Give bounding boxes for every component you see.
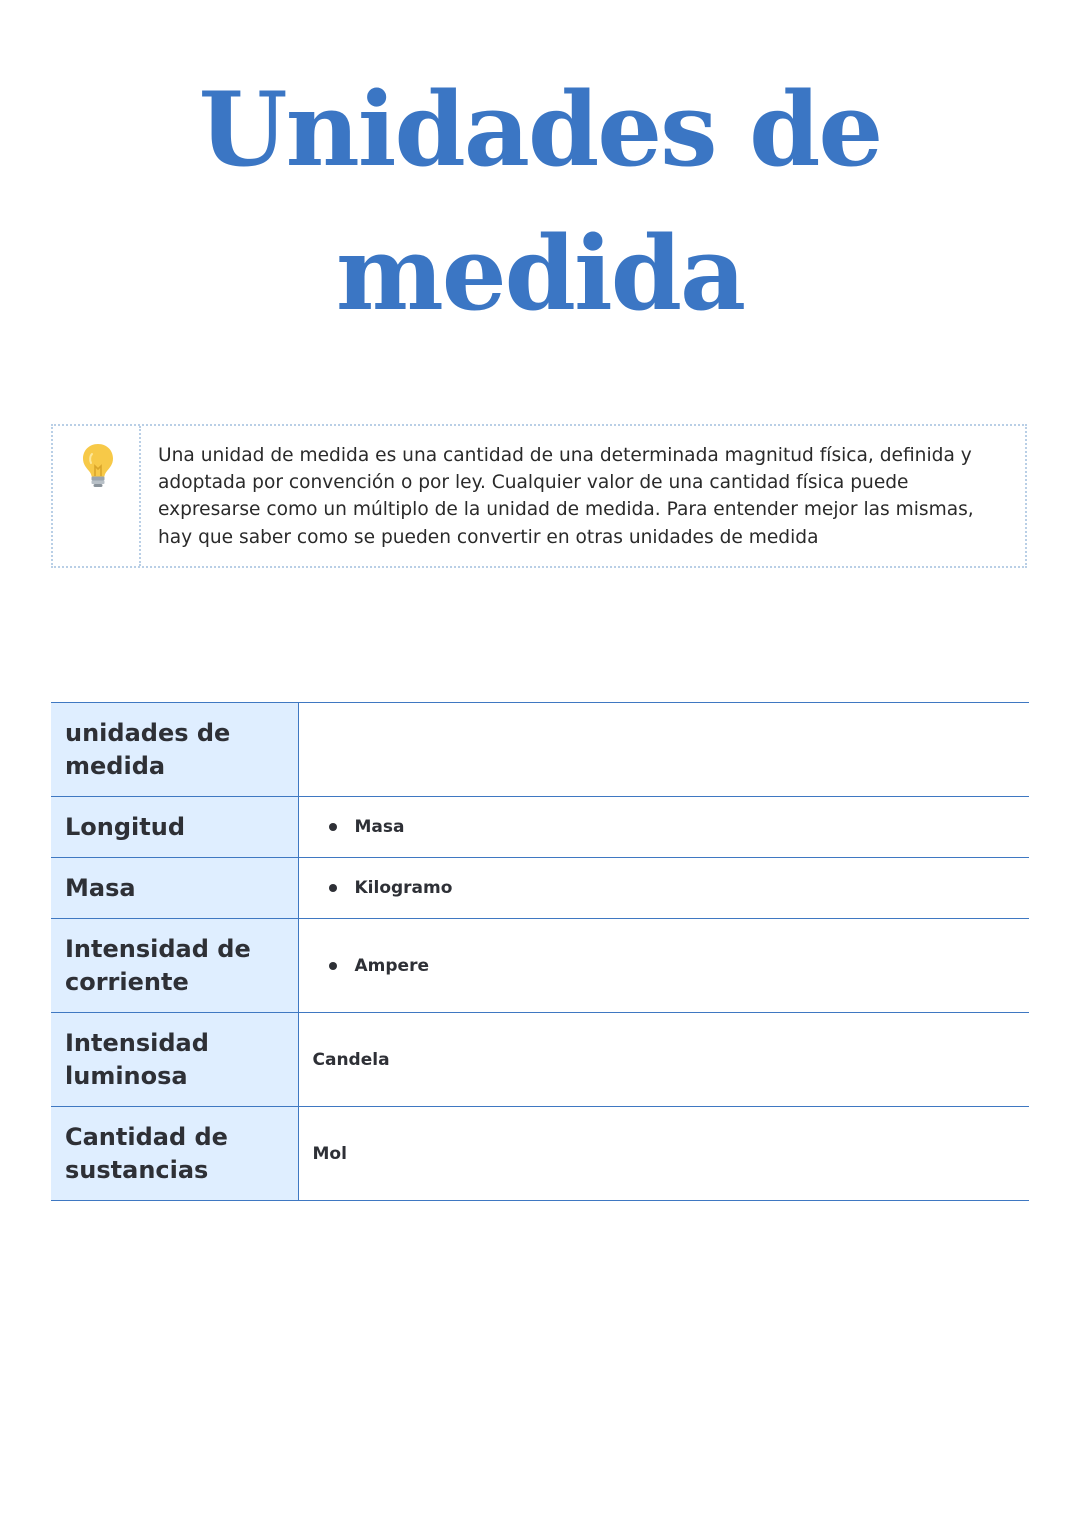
- row-label-cantidad-sustancias: Cantidad de sustancias: [51, 1107, 298, 1201]
- info-callout: [51, 424, 1027, 568]
- table-row: [51, 797, 1029, 858]
- units-table: [51, 702, 1029, 1201]
- row-label-masa: Masa: [51, 858, 298, 919]
- row-value: Mol: [298, 1107, 1029, 1201]
- bullet-item: [313, 956, 1030, 976]
- table-row: [51, 858, 1029, 919]
- callout-text: Una unidad de medida es una cantidad de una determinada magnitud física, definida y adoptada por convención o por ley. Cualquier valor de una cantidad física puede expresarse como un múltiplo de la unidad de medida. Para entender mejor las mismas, hay que saber como se pueden convertir en otras unidades de medida: [158, 445, 974, 548]
- lightbulb-icon: [81, 442, 115, 488]
- row-value-cell: [298, 858, 1029, 919]
- table-header-value: [298, 703, 1029, 797]
- table-header-row: [51, 703, 1029, 797]
- callout-icon-cell: [53, 426, 141, 566]
- page-title: [0, 58, 1080, 346]
- row-value: Candela: [298, 1013, 1029, 1107]
- page-title-line-1: Unidades de: [198, 70, 882, 190]
- row-value-cell: [298, 797, 1029, 858]
- table-row: [51, 919, 1029, 1013]
- row-value: Kilogramo: [354, 878, 453, 898]
- page-title-line-2: medida: [335, 214, 745, 334]
- bullet-item: [313, 817, 1030, 837]
- row-value: Masa: [354, 817, 405, 837]
- bullet-icon: [329, 823, 337, 831]
- row-label-longitud: Longitud: [51, 797, 298, 858]
- bullet-item: [313, 878, 1030, 898]
- table-header-label: unidades de medida: [51, 703, 298, 797]
- row-label-intensidad-luminosa: Intensidad luminosa: [51, 1013, 298, 1107]
- table-row: [51, 1013, 1029, 1107]
- table-row: [51, 1107, 1029, 1201]
- row-label-intensidad-corriente: Intensidad de corriente: [51, 919, 298, 1013]
- row-value: Ampere: [354, 955, 429, 976]
- bullet-icon: [329, 962, 337, 970]
- row-value-cell: [298, 919, 1029, 1013]
- bullet-icon: [329, 884, 337, 892]
